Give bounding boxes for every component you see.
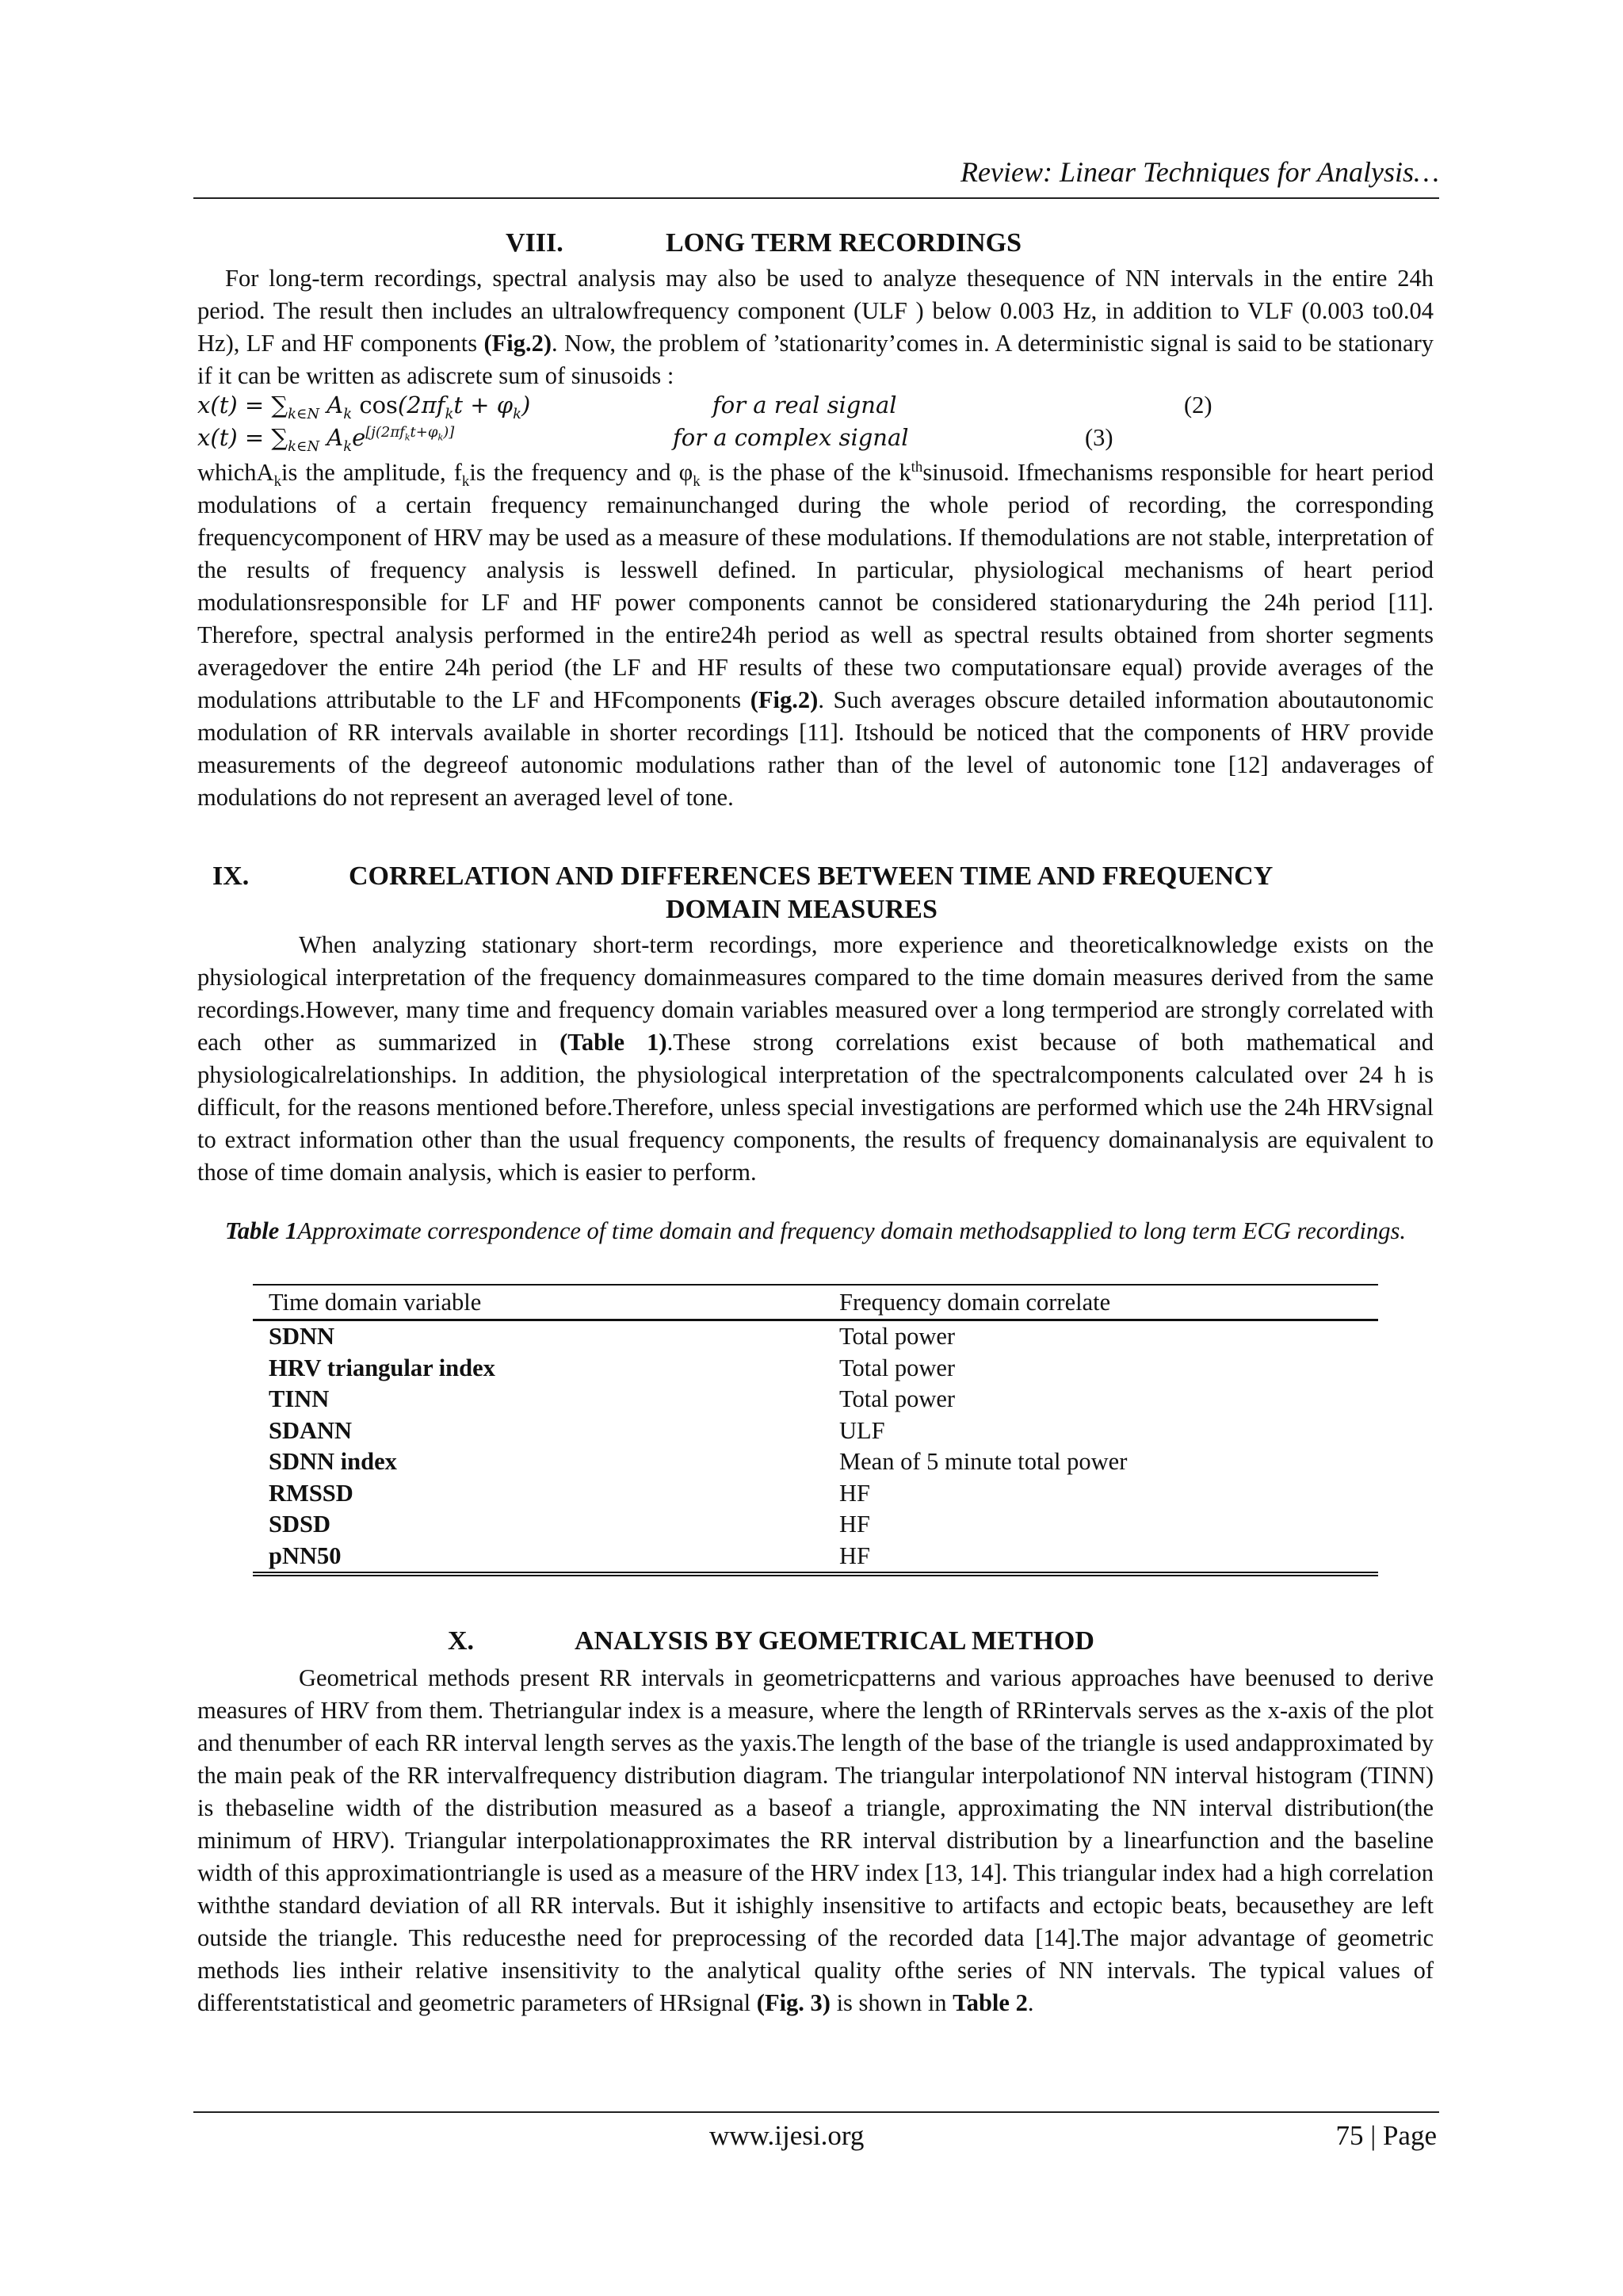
footer-page-number: 75 | Page [1335, 2120, 1437, 2151]
text-run: sinusoid. Ifmechanisms responsible for heart period modulations of a certain frequency remainunchanged during the whole period of recording, the corresponding frequencycomponent of HRV may be used as a measure of these modulations. If themodulations are not stable, interpretation of the results of frequency analysis is lesswell defined. In particular, physiological mechanisms of heart period modulationsresponsible for LF and HF power components cannot be considered stationaryduring the 24h period [11]. Therefore, spectral analysis performed in the entire24h period as well as spectral results obtained from shorter segments averagedover the entire 24h period (the LF and HF results of these two computationsare equal) provide averages of the modulations attributable to the LF and HFcomponents [197, 459, 1434, 713]
subscript: k [461, 473, 470, 491]
section-title: LONG TERM RECORDINGS [666, 228, 1022, 258]
table1-caption-label: Table 1 [224, 1217, 298, 1244]
table-row [253, 1384, 1378, 1415]
table-row [253, 1509, 1378, 1541]
section-title: ANALYSIS BY GEOMETRICAL METHOD [575, 1626, 1094, 1656]
equation-2-math: $x(t) = \sum_{k\in N}$ $A_k$ $\cos(2\pi f_kt + \varphi_k)$ [197, 392, 531, 422]
table-cell-correlate: HF [839, 1479, 870, 1507]
text-run: . [1027, 1989, 1034, 2016]
text-run: For long-term recordings, spectral analysis may also be used to analyze thesequence of NN intervals in the entire 24h period. The result then includes an ultralowfrequency component (ULF ) below 0.003 Hz, in addition to VLF (0.003 to0.04 Hz), LF and HF components [197, 265, 1434, 357]
text-run: .These strong correlations exist because of both mathematical and physiologicalrelationships. In addition, the physiological interpretation of the spectralcomponents calculated over 24 h is difficult, for the reasons mentioned before.Therefore, unless special investigations are performed which use the 24h HRVsignal to extract information other than the usual frequency components, the results of frequency domainanalysis are equivalent to those of time domain analysis, which is easier to perform. [197, 1029, 1434, 1186]
table-row [253, 1446, 1378, 1478]
table-header-time-domain: Time domain variable [253, 1285, 823, 1320]
section-number: VIII. [506, 228, 563, 258]
table-cell-correlate: Total power [839, 1323, 956, 1350]
superscript: th [911, 458, 923, 476]
equation-2 [197, 392, 1212, 422]
equation-2-number: (2) [1184, 392, 1212, 418]
table-cell-variable: SDNN index [269, 1448, 397, 1476]
equation-3-number: (3) [1085, 424, 1113, 451]
text-run: is the amplitude, f [281, 459, 462, 486]
table-row [253, 1415, 1378, 1447]
table-row [253, 1320, 1378, 1353]
text-run: which [197, 459, 257, 486]
section8-body [197, 457, 1434, 814]
table-header-frequency-domain: Frequency domain correlate [823, 1285, 1378, 1320]
subscript: k [693, 473, 701, 491]
equation-3-math: $x(t) = \sum_{k\in N}$ $A_ke[j(2\pi fkt+\varphi k)]$ [197, 424, 455, 455]
table-cell-correlate: Total power [839, 1354, 956, 1381]
section-title-line1: CORRELATION AND DIFFERENCES BETWEEN TIME AND FREQUENCY [349, 861, 1274, 891]
table-row [253, 1478, 1378, 1510]
text-run: . Now, the problem of ’stationarity’comes in. A deterministic signal is said to be stationary if it can be written as adiscrete sum of sinusoids : [197, 330, 1434, 389]
text-run: Geometrical methods present RR intervals in geometricpatterns and various approaches have beenused to derive measures of HRV from them. Thetriangular index is a measure, where the length of RRintervals serves as the x-axis of the plot and thenumber of each RR interval length serves as the yaxis.The length of the base of the triangle is used andapproximated by the main peak of the RR intervalfrequency distribution diagram. The triangular interpolationof NN interval histogram (TINN) is thebaseline width of the distribution measured as a baseof a triangle, approximating the NN interval distribution(the minimum of HRV). Triangular interpolationapproximates the RR interval distribution by a linearfunction and the baseline width of this approximationtriangle is used as a measure of the HRV index [13, 14]. This triangular index had a high correlation withthe standard deviation of all RR intervals. But it ishighly insensitive to artifacts and ectopic beats, becausethey are left outside the triangle. This reducesthe need for preprocessing of the recorded data [14].The major advantage of geometric methods lies intheir relative insensitivity to the analytical quality ofthe series of NN intervals. The typical values of differentstatistical and geometric parameters of HRsignal [197, 1664, 1434, 2016]
header-rule [193, 197, 1439, 199]
equation-3 [197, 424, 1113, 455]
subscript: k [273, 473, 282, 491]
table-cell-variable: SDANN [269, 1416, 353, 1444]
table-cell-correlate: Total power [839, 1385, 956, 1413]
section10-body [197, 1662, 1434, 2019]
table1-caption [197, 1215, 1434, 1247]
bold-reference: (Fig. 3) [756, 1989, 831, 2016]
text-run: is shown in [830, 1989, 953, 2016]
table-cell-variable: HRV triangular index [269, 1354, 495, 1381]
bold-reference: Table 2 [953, 1989, 1028, 2016]
table-header-row [253, 1285, 1378, 1320]
text-run: When analyzing stationary short-term recordings, more experience and theoreticalknowledge exists on the physiological interpretation of the frequency domainmeasures compared to the time domain measures derived from the same recordings.However, many time and frequency domain variables measured over a long termperiod are strongly correlated with each other as summarized in [197, 931, 1434, 1056]
table-cell-correlate: HF [823, 1541, 1378, 1575]
bold-reference: (Table 1) [559, 1029, 667, 1056]
table-cell-correlate: HF [839, 1511, 870, 1538]
text-run: is the frequency and φ [469, 459, 693, 486]
bold-reference: (Fig.2) [750, 686, 819, 713]
table-1 [253, 1284, 1378, 1576]
running-header: Review: Linear Techniques for Analysis… [960, 156, 1439, 188]
section-number: X. [448, 1626, 475, 1656]
footer-url: www.ijesi.org [709, 2120, 865, 2151]
table-cell-variable: RMSSD [269, 1479, 353, 1507]
equation-2-note: for a real signal [712, 392, 897, 418]
table-cell-variable: SDNN [269, 1323, 335, 1350]
text-run: . Such averages obscure detailed information aboutautonomic modulation of RR intervals available in shorter recordings [11]. Itshould be noticed that the components of HRV provide measurements of the degreeof autonomic modulations rather than of the level of autonomic tone [12] andaverages of modulations do not represent an averaged level of tone. [197, 686, 1434, 811]
footer-rule [193, 2111, 1439, 2113]
text-run: A [256, 459, 274, 486]
table-cell-correlate: ULF [839, 1416, 885, 1444]
table-cell-variable: SDSD [269, 1511, 330, 1538]
section-number: IX. [212, 861, 250, 891]
table-cell-variable: pNN50 [253, 1541, 823, 1575]
table-cell-variable: TINN [269, 1385, 330, 1413]
bold-reference: (Fig.2) [483, 330, 552, 357]
section9-body [197, 929, 1434, 1189]
section-title-line2: DOMAIN MEASURES [666, 895, 938, 924]
equation-3-note: for a complex signal [673, 424, 909, 451]
table-cell-correlate: Mean of 5 minute total power [839, 1448, 1128, 1476]
section8-intro [197, 262, 1434, 392]
table-row [253, 1353, 1378, 1385]
table-row [253, 1541, 1378, 1575]
text-run: is the phase of the k [700, 459, 911, 486]
table1-caption-text: Approximate correspondence of time domain and frequency domain methodsapplied to long term ECG recordings. [297, 1217, 1407, 1244]
